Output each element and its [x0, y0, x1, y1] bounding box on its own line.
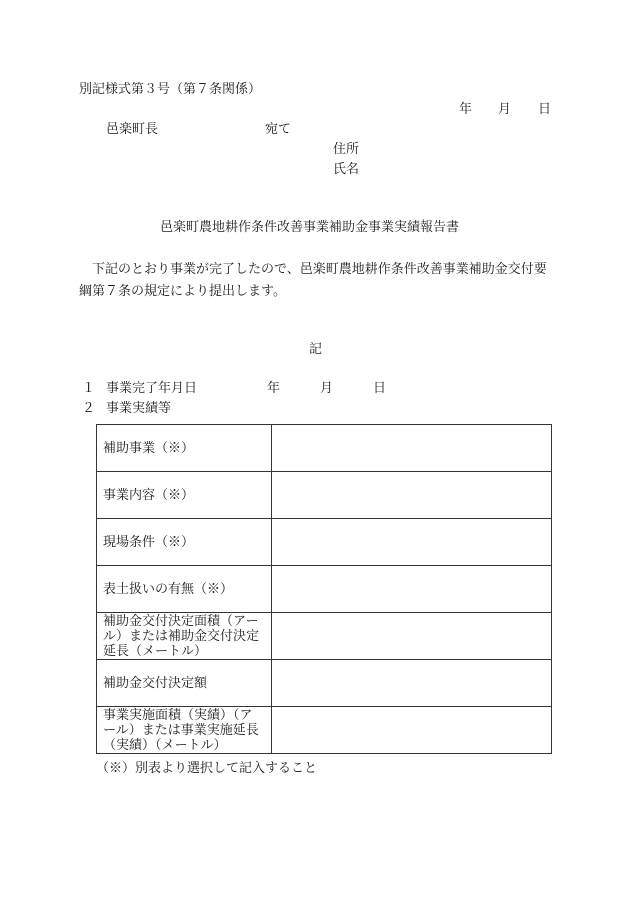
row-value-cell[interactable]: [272, 519, 552, 566]
row-label: 補助事業（※）: [97, 425, 272, 472]
date-month: 月: [498, 102, 512, 117]
ki-heading: 記: [309, 342, 323, 357]
address-label: 住所: [333, 142, 360, 157]
item-2-number: ２: [82, 401, 96, 416]
table-row: [97, 613, 552, 660]
item-1-label: 事業完了年月日: [106, 381, 198, 396]
item-2-label: 事業実績等: [106, 401, 172, 416]
results-table: [96, 424, 552, 754]
row-value-cell[interactable]: [272, 660, 552, 707]
row-value-cell[interactable]: [272, 472, 552, 519]
addressee: 邑楽町長: [106, 122, 159, 137]
table-row: [97, 472, 552, 519]
report-title: 邑楽町農地耕作条件改善事業補助金事業実績報告書: [160, 220, 460, 235]
row-label: 事業実施面積（実績）（アール）または事業実施延長（実績）（メートル）: [97, 707, 272, 754]
row-value-cell[interactable]: [272, 425, 552, 472]
body-text: 下記のとおり事業が完了したので、邑楽町農地耕作条件改善事業補助金交付要綱第７条の規定により提出します。: [79, 262, 547, 299]
row-label: 表土扱いの有無（※）: [97, 566, 272, 613]
date-year: 年: [459, 102, 473, 117]
row-value-cell[interactable]: [272, 707, 552, 754]
date-day: 日: [538, 102, 552, 117]
row-label: 補助金交付決定面積（アール）または補助金交付決定延長（メートル）: [97, 613, 272, 660]
table-row: [97, 425, 552, 472]
item-1-year: 年: [267, 381, 281, 396]
row-value-cell[interactable]: [272, 566, 552, 613]
row-label: 事業内容（※）: [97, 472, 272, 519]
form-number: 別記様式第３号（第７条関係）: [79, 82, 262, 97]
name-label: 氏名: [333, 162, 360, 177]
item-1-day: 日: [373, 381, 387, 396]
table-row: [97, 660, 552, 707]
footnote: （※）別表より選択して記入すること: [96, 761, 318, 776]
table-row: [97, 566, 552, 613]
table-row: [97, 519, 552, 566]
addressee-suffix: 宛て: [265, 122, 292, 137]
row-value-cell[interactable]: [272, 613, 552, 660]
table-row: [97, 707, 552, 754]
item-1-number: １: [82, 381, 96, 396]
item-1-month: 月: [320, 381, 334, 396]
row-label: 現場条件（※）: [97, 519, 272, 566]
row-label: 補助金交付決定額: [97, 660, 272, 707]
